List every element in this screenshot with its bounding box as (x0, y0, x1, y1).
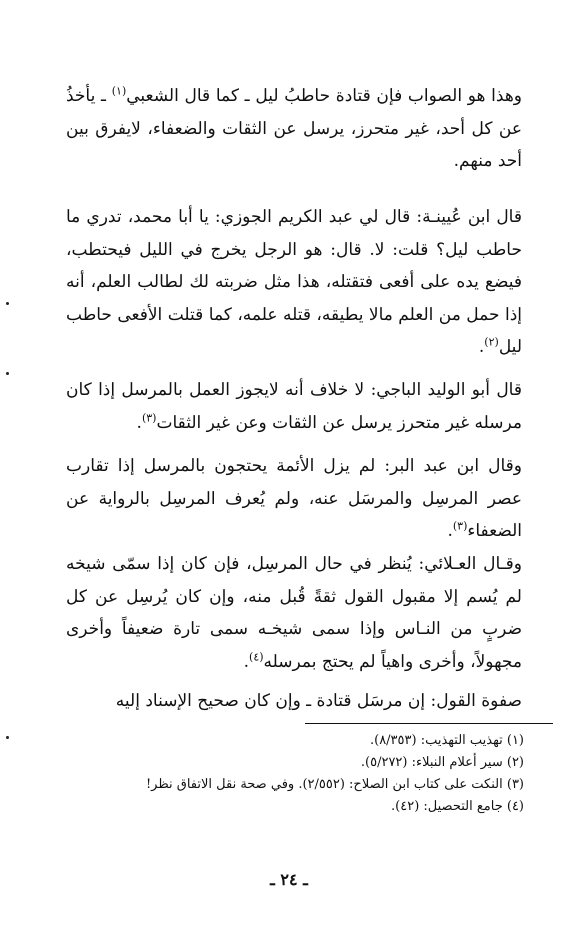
text-segment: وقال ابن عبد البر: لم يزل الأئمة يحتجون بالمرسل إذا تقارب عصر المرسِل والمرسَل عنه، ولم يُعرف المرسِل بالرواية عن الضعفاء (66, 456, 522, 541)
margin-mark (6, 372, 9, 375)
margin-mark (6, 736, 9, 739)
paragraph-5 (66, 548, 522, 678)
footnote-2: (٢) سير أعلام النبلاء: (٥/٢٧٢). (360, 755, 524, 770)
text-segment: قال أبو الوليد الباجي: لا خلاف أنه لايجوز العمل بالمرسل إذا كان مرسله غير متحرز يرسل عن الثقات وعن غير الثقات (66, 380, 522, 433)
footnote-ref-3b[interactable]: (٣) (452, 519, 468, 533)
page-number: ـ ٢٤ ـ (270, 870, 308, 889)
paragraph-4 (66, 450, 522, 548)
footnote-ref-4[interactable]: (٤) (249, 649, 264, 663)
paragraph-text (66, 201, 522, 364)
footnote-divider (305, 723, 553, 724)
paragraph-1 (66, 80, 522, 178)
text-segment: قال ابن عُيينـة: قال لي عبد الكريم الجوزي: يا أبا محمد، تدري ما حاطب ليل؟ قلت: لا. قال: هو الرجل يخرج في الليل فيحتطب، فيضع يده على أفعى فتقتله، هذا مثل ضربته لك لطالب العلم، أنه إذا حمل من العلم مالا يطيقه، قتله علمه، كما قتلت الأفعى حاطب ليل (66, 207, 522, 357)
footnote-ref-1[interactable]: (١) (111, 84, 127, 98)
footnote-ref-2[interactable]: (٢) (484, 335, 499, 349)
footnote-3: (٣) النكت على كتاب ابن الصلاح: (٢/٥٥٢). وفي صحة نقل الاتفاق نظر! (145, 777, 524, 792)
paragraph-text (66, 685, 522, 718)
paragraph-2 (66, 201, 522, 364)
paragraph-6 (66, 685, 522, 718)
text-segment: . (478, 337, 485, 357)
text-segment: وقـال العـلائي: يُنظر في حال المرسِل، فإن كان إذا سمّى شيخه لم يُسم إلا مقبول القول ثقةً قُبل منه، وإن كان يُرسِل عن كل ضربٍ من النـاس وإذا سمى شيخـه سمى تارة ضعيفاً وأخرى مجهولاً، وأخرى واهياً لم يحتج بمرسله (66, 554, 523, 672)
footnotes (66, 730, 524, 818)
paragraph-text (66, 80, 522, 178)
text-segment: ـ يأخذُ عن كل أحد، غير متحرز، يرسل عن الثقات والضعفاء، لايفرق بين أحد منهم. (66, 86, 522, 171)
text-segment: . (447, 521, 453, 541)
footnote-ref-3[interactable]: (٣) (141, 410, 157, 424)
paragraph-text (66, 450, 522, 548)
text-segment: صفوة القول: إن مرسَل قتادة ـ وإن كان صحيح الإسناد إليه (115, 691, 522, 711)
footnote-4: (٤) جامع التحصيل: (٤٢). (391, 799, 524, 814)
paragraph-3 (66, 374, 522, 439)
paragraph-text (66, 548, 522, 678)
margin-mark (6, 302, 9, 305)
footnote-1: (١) تهذيب التهذيب: (٨/٣٥٣). (369, 733, 524, 748)
paragraph-text (66, 374, 522, 439)
text-segment: . (243, 651, 250, 672)
text-segment: وهذا هو الصواب فإن قتادة حاطبُ ليل ـ كما قال الشعبي (126, 86, 522, 106)
text-segment: . (136, 412, 142, 433)
